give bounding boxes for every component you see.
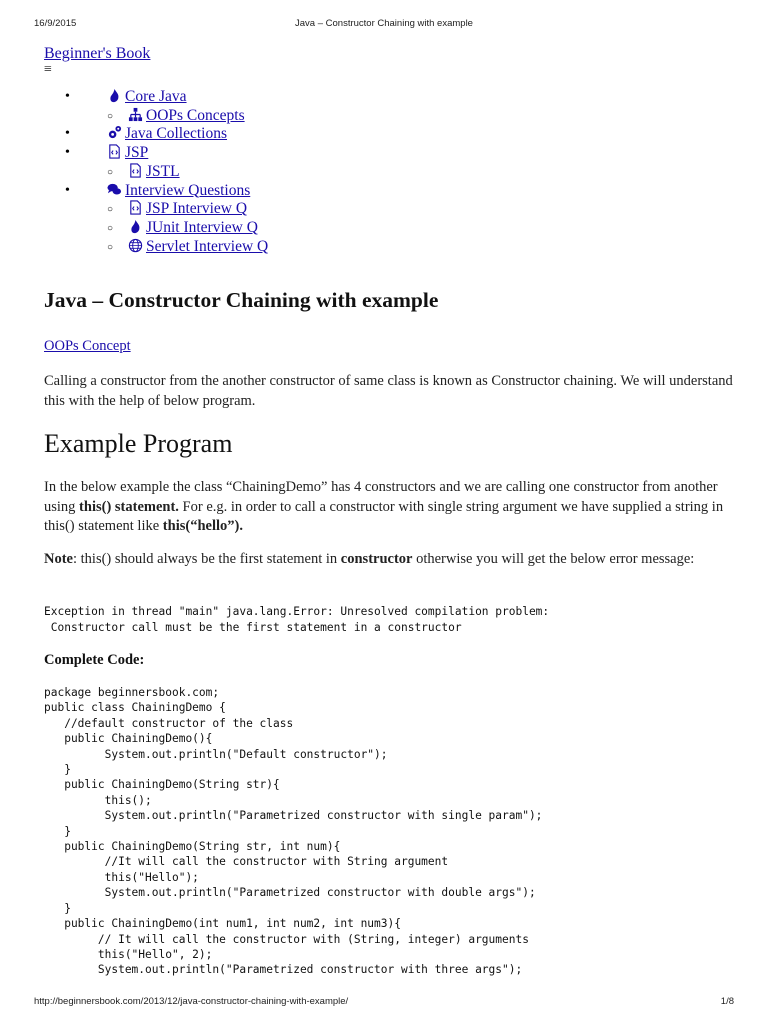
print-date: 16/9/2015 — [34, 18, 77, 29]
article-title: Java – Constructor Chaining with example — [44, 288, 439, 312]
print-footer — [34, 996, 734, 1010]
note-paragraph — [44, 550, 734, 570]
nav-item-core-java — [44, 88, 734, 125]
nav-item-java-collections — [44, 125, 734, 144]
code-file-icon — [107, 144, 122, 159]
sitemap-icon — [128, 107, 143, 122]
bold-text: this(“hello”). — [162, 518, 243, 534]
nav-link-servlet-interview[interactable]: Servlet Interview Q — [146, 237, 269, 255]
nav-item-oops-concepts — [128, 107, 734, 126]
site-title-link[interactable]: Beginner's Book — [44, 45, 151, 62]
text-span: For e.g. in order to call a constructor with single string argument we have supplied a string in this() statement like — [44, 498, 724, 534]
complete-code-heading: Complete Code: — [44, 652, 145, 668]
error-code-block: Exception in thread "main" java.lang.Error: Unresolved compilation problem: Constructor call must be the first statement in a constructor — [44, 605, 550, 634]
gears-icon — [107, 125, 122, 140]
comments-icon — [107, 182, 122, 197]
code-file-icon — [128, 200, 143, 215]
nav-item-junit-interview — [128, 219, 734, 238]
print-header — [34, 18, 734, 32]
nav-link-jsp[interactable]: JSP — [125, 144, 149, 162]
flame-icon — [128, 219, 143, 234]
bold-text: this() statement. — [79, 498, 179, 515]
category-link[interactable]: OOPs Concept — [44, 338, 131, 354]
bold-text: constructor — [340, 551, 413, 567]
nav-link-interview-questions[interactable]: Interview Questions — [125, 181, 251, 199]
print-title: Java – Constructor Chaining with example — [295, 18, 473, 29]
text-span: In the below example the class “ChainingDemo” has 4 constructors and we are calling one constructor from another using — [44, 479, 718, 515]
text-span: otherwise you will get the below error message: — [412, 551, 695, 567]
nav-submenu-core-java — [128, 107, 734, 126]
nav-item-jstl — [128, 163, 734, 182]
intro-paragraph: Calling a constructor from the another constructor of same class is known as Constructor chaining. We will understand this with the help of below program. — [44, 373, 733, 409]
flame-icon — [107, 88, 122, 103]
nav-link-jsp-interview[interactable]: JSP Interview Q — [146, 200, 248, 218]
nav-item-jsp — [44, 144, 734, 181]
main-nav — [44, 88, 734, 256]
page-content — [44, 44, 734, 977]
nav-link-oops-concepts[interactable]: OOPs Concepts — [146, 106, 245, 124]
print-url: http://beginnersbook.com/2013/12/java-constructor-chaining-with-example/ — [34, 996, 349, 1007]
text-span: : this() should always be the first statement in — [73, 551, 341, 567]
nav-submenu-jsp — [128, 163, 734, 182]
nav-item-servlet-interview — [128, 238, 734, 257]
note-label: Note — [44, 551, 73, 567]
site-header — [44, 44, 734, 64]
print-page-number: 1/8 — [720, 996, 734, 1007]
explanation-paragraph — [44, 478, 734, 537]
nav-item-jsp-interview — [128, 200, 734, 219]
nav-link-core-java[interactable]: Core Java — [125, 88, 187, 105]
nav-link-java-collections[interactable]: Java Collections — [125, 125, 228, 143]
globe-icon — [128, 238, 143, 253]
nav-link-junit-interview[interactable]: JUnit Interview Q — [146, 218, 258, 236]
menu-toggle-icon[interactable]: ≡ — [44, 62, 52, 77]
code-file-icon — [128, 163, 143, 178]
java-code-block: package beginnersbook.com; public class ChainingDemo { //default constructor of the class public ChainingDemo(){ System.out.println("Default constructor"); } public ChainingDemo(String str){ this(); System.out.println("Parametrized constructor with single param"); } public ChainingDemo(String str, int num){ //It will call the constructor with String argument this("Hello"); System.out.println("Parametrized constructor with double args"); } public ChainingDemo(int num1, int num2, int num3){ // It will call the constructor with (String, integer) arguments this("Hello", 2); System.out.println("Parametrized constructor with three args"); — [44, 686, 543, 977]
category-breadcrumb — [44, 338, 131, 355]
section-heading: Example Program — [44, 429, 233, 458]
nav-submenu-interview — [128, 200, 734, 256]
nav-item-interview-questions — [44, 182, 734, 257]
nav-link-jstl[interactable]: JSTL — [146, 162, 180, 180]
